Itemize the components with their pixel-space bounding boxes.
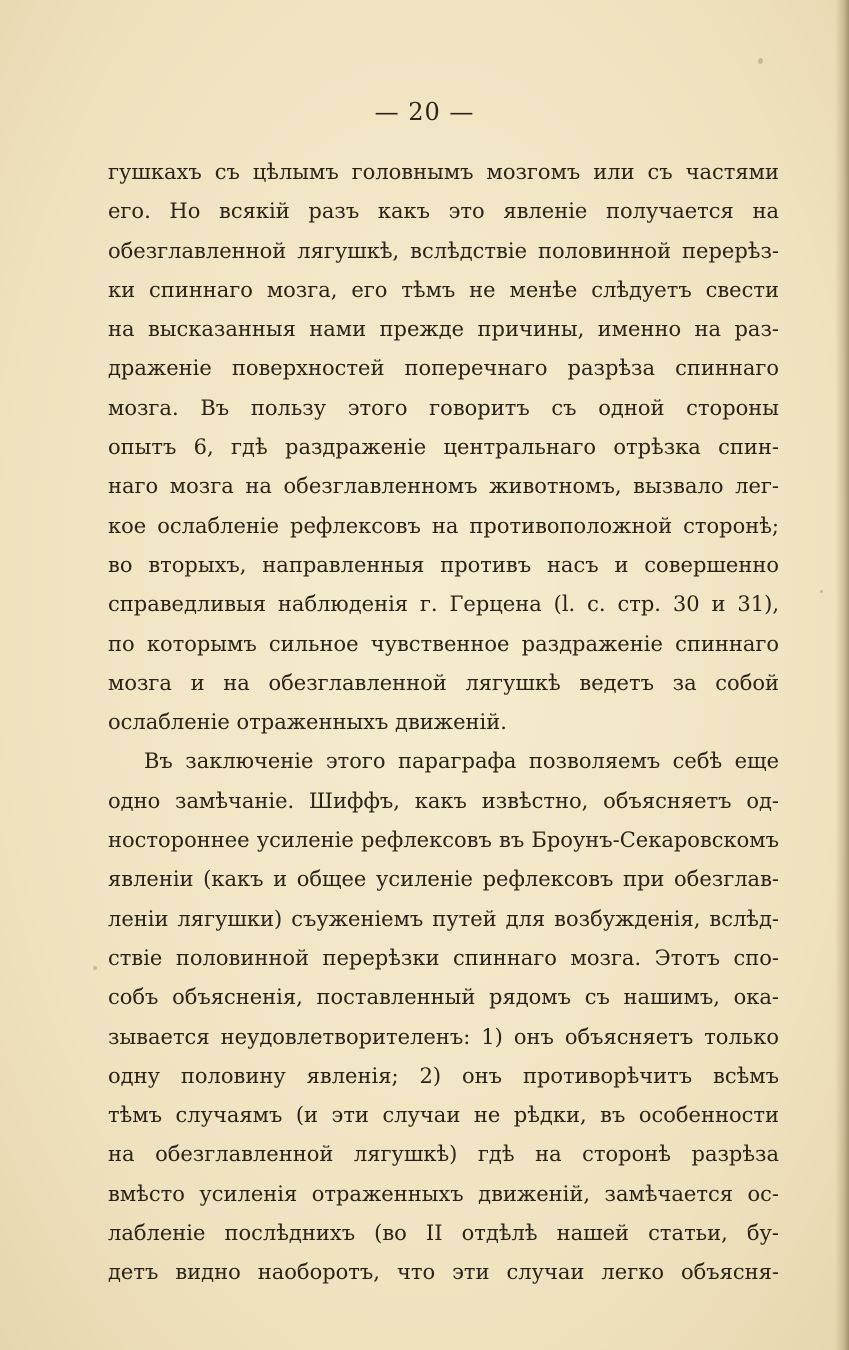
text-line: кое ослабленіе рефлексовъ на противоположной сторонѣ; <box>108 513 779 538</box>
text-line: справедливыя наблюденія г. Герцена (l. c. стр. 30 и 31), <box>108 592 779 617</box>
text-line: вмѣсто усиленія отраженныхъ движеній, замѣчается ос- <box>108 1181 779 1206</box>
text-line: явленіи (какъ и общее усиленіе рефлексовъ при обезглав- <box>108 867 779 892</box>
paper-speck <box>93 966 97 970</box>
text-line: Въ заключеніе этого параграфа позволяемъ себѣ еще <box>144 749 779 774</box>
text-line: лабленіе послѣднихъ (во II отдѣлѣ нашей статьи, бу- <box>108 1221 779 1246</box>
text-body <box>108 153 779 1293</box>
page-edge-shadow <box>835 0 849 1350</box>
text-line: по которымъ сильное чувственное раздраженіе спиннаго <box>108 631 779 656</box>
text-line: опытъ 6, гдѣ раздраженіе центральнаго отрѣзка спин- <box>108 435 779 460</box>
page-number: — 20 — <box>374 98 475 126</box>
text-line: одно замѣчаніе. Шиффъ, какъ извѣстно, объясняетъ од- <box>108 788 779 813</box>
text-line: на высказанныя нами прежде причины, именно на раз- <box>108 317 779 342</box>
text-line: ки спиннаго мозга, его тѣмъ не менѣе слѣдуетъ свести <box>108 277 779 302</box>
paper-speck <box>820 590 823 593</box>
text-line: обезглавленной лягушкѣ, вслѣдствіе половинной перерѣз- <box>108 238 779 263</box>
text-line: зывается неудовлетворителенъ: 1) онъ объясняетъ только <box>108 1024 779 1049</box>
text-line: во вторыхъ, направленныя противъ насъ и совершенно <box>108 552 779 577</box>
paper-speck <box>758 58 763 64</box>
text-line: собъ объясненія, поставленный рядомъ съ нашимъ, ока- <box>108 985 779 1010</box>
paragraph-2 <box>108 742 779 1292</box>
text-line: леніи лягушки) съуженіемъ путей для возбужденія, вслѣд- <box>108 906 779 931</box>
text-line: мозга и на обезглавленной лягушкѣ ведетъ за собой <box>108 670 779 695</box>
text-line: наго мозга на обезглавленномъ животномъ, вызвало лег- <box>108 474 779 499</box>
text-line: детъ видно наоборотъ, что эти случаи легко объясня- <box>108 1260 779 1285</box>
paragraph-1 <box>108 153 779 742</box>
text-line: тѣмъ случаямъ (и эти случаи не рѣдки, въ особенности <box>108 1103 779 1128</box>
text-line: ослабленіе отраженныхъ движеній. <box>108 710 507 735</box>
text-line: его. Но всякій разъ какъ это явленіе получается на <box>108 199 779 224</box>
text-line: одну половину явленія; 2) онъ противорѣчитъ всѣмъ <box>108 1063 779 1088</box>
text-line: на обезглавленной лягушкѣ) гдѣ на сторонѣ разрѣза <box>108 1142 779 1167</box>
text-line: ностороннее усиленіе рефлексовъ въ Броунъ-Секаровскомъ <box>108 828 779 853</box>
text-line: драженіе поверхностей поперечнаго разрѣза спиннаго <box>108 356 779 381</box>
text-line: мозга. Въ пользу этого говоритъ съ одной стороны <box>108 395 779 420</box>
text-line: гушкахъ съ цѣлымъ головнымъ мозгомъ или съ частями <box>108 160 779 184</box>
text-line: ствіе половинной перерѣзки спиннаго мозга. Этотъ спо- <box>108 945 779 970</box>
